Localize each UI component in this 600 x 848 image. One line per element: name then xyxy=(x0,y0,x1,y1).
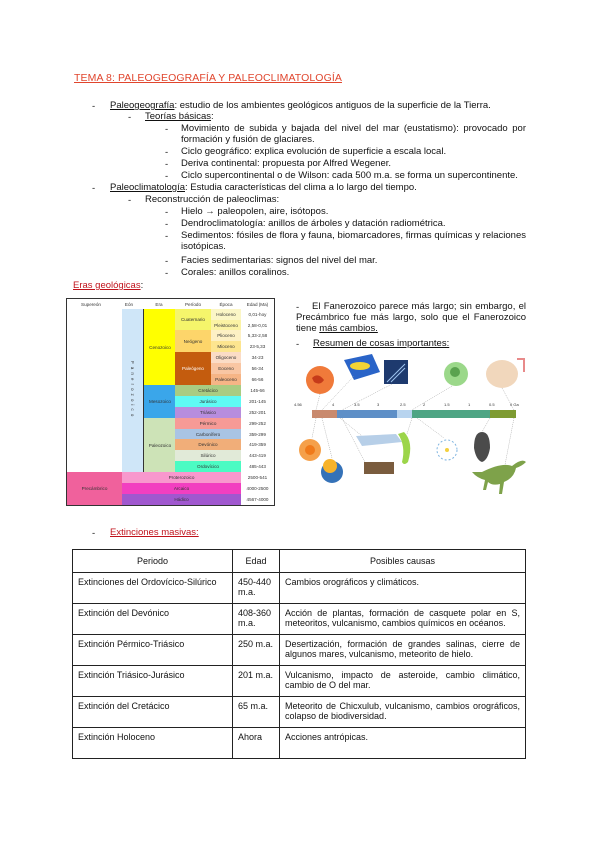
paleoclima-item: Sedimentos: fósiles de flora y fauna, biomarcadores, firmas químicas y relaciones isotópicas. xyxy=(181,230,526,252)
bullet: - xyxy=(128,195,132,206)
causas-cell: Acciones antrópicas. xyxy=(280,728,526,759)
period-age: 419-359 xyxy=(249,442,266,447)
periodo-cell: Extinción del Devónico xyxy=(73,604,233,635)
table-row xyxy=(73,697,526,728)
edad-cell: 65 m.a. xyxy=(233,697,280,728)
svg-text:0 Ga: 0 Ga xyxy=(510,402,519,407)
geologic-time-table xyxy=(66,298,275,506)
paleogeografia-definition: : estudio de los ambientes geológicos antiguos de la superficie de la Tierra. xyxy=(174,100,491,111)
causas-cell: Desertización, formación de grandes salinas, cierre de algunos mares, vulcanismo, meteorito de hielo. xyxy=(280,635,526,666)
causas-cell: Acción de plantas, formación de casquete polar en S, meteoritos, vulcanismo, cambios químicos en océanos. xyxy=(280,604,526,635)
teorias-heading: Teorías básicas: xyxy=(145,111,214,122)
periodo-cell: Extinciones del Ordovícico-Silúrico xyxy=(73,573,233,604)
phanerozoic-segment xyxy=(490,410,516,418)
causas-cell: Meteorito de Chicxulub, vulcanismo, cambios orográficos, colapso de biodiversidad. xyxy=(280,697,526,728)
period-cuaternario: Cuaternario xyxy=(175,309,211,330)
paleoclima-item: Hielo → paleopolen, aire, isótopos. xyxy=(181,206,329,217)
hadean-segment xyxy=(312,410,337,418)
period-age: 252-201 xyxy=(249,410,266,415)
teoria-item: Movimiento de subida y bajada del nivel del mar (eustatismo): provocado por formación y fusión de glaciares. xyxy=(181,123,526,145)
geologic-timeline-figure xyxy=(292,350,528,498)
paleoclimatologia-line: Paleoclimatología: Estudia características del clima a lo largo del tiempo. xyxy=(110,182,417,193)
proterozoic-segment xyxy=(412,410,490,418)
geo-header: Período xyxy=(184,301,202,307)
eon-proterozoico: Proterozoico xyxy=(122,472,241,483)
epoch: Holoceno xyxy=(211,309,241,320)
period-age: 359-299 xyxy=(249,431,266,437)
era-mesozoico: Mesozoico xyxy=(143,385,177,418)
column-header-causas: Posibles causas xyxy=(280,550,526,573)
paleoclima-item: Facies sedimentarias: signos del nivel del mar. xyxy=(181,255,378,266)
algae-icon xyxy=(398,432,410,464)
eon-arcaico: Arcaico xyxy=(122,483,241,494)
period: Ordovícico xyxy=(175,461,241,472)
svg-text:4: 4 xyxy=(332,402,335,407)
bullet: - xyxy=(296,302,300,313)
bullet: - xyxy=(296,339,300,350)
causas-cell: Vulcanismo, impacto de asteroide, cambio climático, cambio de O del mar. xyxy=(280,666,526,697)
period: Pérmico xyxy=(175,418,241,429)
epoch: Eoceno xyxy=(211,363,241,374)
paleoclima-item: Dendroclimatología: anillos de árboles y datación radiométrica. xyxy=(181,218,446,229)
epoch: Paleoceno xyxy=(211,374,241,385)
causas-cell: Cambios orográficos y climáticos. xyxy=(280,573,526,604)
supereon-precambrico: Precámbrico xyxy=(67,472,122,505)
eon-age: 2500-541 xyxy=(247,475,268,480)
bullet: - xyxy=(128,112,132,123)
early-sediments-icon xyxy=(356,434,402,446)
periodo-cell: Extinción Pérmico-Triásico xyxy=(73,635,233,666)
svg-text:3.5: 3.5 xyxy=(354,402,360,407)
epoch-age: 56-34 xyxy=(251,366,264,371)
bullet: - xyxy=(165,268,169,279)
column-header-periodo: Periodo xyxy=(73,550,233,573)
period-paleogeno: Paleógeno xyxy=(175,352,211,385)
period: Jurásico xyxy=(175,396,241,407)
table-row xyxy=(73,728,526,759)
edad-cell: 450-440 m.a. xyxy=(233,573,280,604)
resumen-heading: Resumen de cosas importantes: xyxy=(313,338,450,349)
periodo-cell: Extinción del Cretácico xyxy=(73,697,233,728)
period: Devónico xyxy=(175,439,241,450)
epoch-age: 5,33-2,58 xyxy=(247,333,268,338)
column-header-edad: Edad xyxy=(233,550,280,573)
geo-header: Época xyxy=(219,301,233,307)
document-title: TEMA 8: PALEOGEOGRAFÍA Y PALEOCLIMATOLOGÍA xyxy=(74,72,342,84)
table-row xyxy=(73,604,526,635)
edad-cell: 250 m.a. xyxy=(233,635,280,666)
period: Silúrico xyxy=(175,450,241,461)
reconstruccion-heading: Reconstrucción de paleoclimas: xyxy=(145,194,280,205)
extinciones-heading: Extinciones masivas: xyxy=(110,527,199,538)
period-age: 485-443 xyxy=(249,464,266,469)
era-cenozoico: Cenozoico xyxy=(143,309,177,385)
edad-cell: 408-360 m.a. xyxy=(233,604,280,635)
bullet: - xyxy=(92,528,96,539)
epoch-age: 2,58-0,01 xyxy=(247,322,268,328)
edad-cell: 201 m.a. xyxy=(233,666,280,697)
bullet: - xyxy=(165,207,169,218)
table-row xyxy=(73,635,526,666)
period-age: 299-252 xyxy=(249,421,266,426)
svg-text:1.5: 1.5 xyxy=(444,402,450,407)
epoch: Oligoceno xyxy=(211,352,241,363)
svg-text:1: 1 xyxy=(468,402,471,407)
geo-header: Edad (Ma) xyxy=(246,301,269,307)
table-header-row xyxy=(73,550,526,573)
edad-cell: Ahora xyxy=(233,728,280,759)
svg-text:2.5: 2.5 xyxy=(400,402,406,407)
periodo-cell: Extinción Triásico-Jurásico xyxy=(73,666,233,697)
bullet: - xyxy=(165,219,169,230)
period: Carbonífero xyxy=(175,429,241,439)
paleoclima-item: Corales: anillos coralinos. xyxy=(181,267,290,278)
period-age: 145-66 xyxy=(250,388,265,393)
bullet: - xyxy=(92,183,96,194)
dinosaur-icon xyxy=(472,461,526,494)
epoch: Mioceno xyxy=(211,341,241,352)
period-age: 201-145 xyxy=(249,399,266,404)
epoch-age: 66-56 xyxy=(251,377,264,382)
period: Triásico xyxy=(175,407,241,418)
table-row xyxy=(73,573,526,604)
teoria-item: Ciclo supercontinental o de Wilson: cada 500 m.a. se forma un supercontinente. xyxy=(181,170,518,181)
eon-age: 4567-4000 xyxy=(246,497,269,502)
archean-segment xyxy=(337,410,397,418)
bullet: - xyxy=(165,256,169,267)
geo-header: Era xyxy=(155,301,163,307)
period-age: 443-419 xyxy=(249,453,266,458)
eon-hadico: Hádico xyxy=(122,494,241,505)
paleoclimatologia-term: Paleoclimatología xyxy=(110,182,185,193)
trilobite-icon xyxy=(474,432,490,462)
epoch-age: 34-23 xyxy=(251,355,264,360)
svg-text:3: 3 xyxy=(377,402,380,407)
bullet: - xyxy=(165,231,169,242)
epoch-age: 0,01-hoy xyxy=(248,312,267,317)
eon-fanerozoico: Fanerozoico xyxy=(122,309,143,472)
paleogeografia-line xyxy=(110,100,491,111)
table-row xyxy=(73,666,526,697)
oldest-rocks-icon xyxy=(364,462,394,474)
timeline-illustration xyxy=(292,350,528,498)
paleogeografia-term: Paleogeografía xyxy=(110,100,175,111)
bullet: - xyxy=(165,159,169,170)
epoch: Plioceno xyxy=(211,330,241,341)
extinction-table xyxy=(72,549,526,759)
svg-text:0.5: 0.5 xyxy=(489,402,495,407)
bullet: - xyxy=(165,124,169,135)
era-paleozoico: Paleozoico xyxy=(143,418,177,472)
svg-text:4.56: 4.56 xyxy=(294,402,302,407)
fanerozoico-note: El Fanerozoico parece más largo; sin embargo, el Precámbrico fue más largo, solo que el Fanerozoico tiene más cambios. xyxy=(296,301,526,334)
eon-age: 4000-2500 xyxy=(246,486,269,491)
epoch-age: 23-5,33 xyxy=(249,344,266,349)
bullet: - xyxy=(92,101,96,112)
epoch: Pleistoceno xyxy=(211,320,241,330)
teoria-item: Deriva continental: propuesta por Alfred Wegener. xyxy=(181,158,392,169)
bullet: - xyxy=(165,171,169,182)
svg-text:2: 2 xyxy=(423,402,426,407)
geo-header: Supereón xyxy=(81,301,101,307)
periodo-cell: Extinción Holoceno xyxy=(73,728,233,759)
bullet: - xyxy=(165,147,169,158)
eras-heading: Eras geológicas: xyxy=(73,280,144,291)
period: Cretácico xyxy=(175,385,241,396)
human-skull-icon xyxy=(486,360,518,388)
teoria-item: Ciclo geográfico: explica evolución de superficie a escala local. xyxy=(181,146,447,157)
period-neogeno: Neógeno xyxy=(175,330,211,352)
geo-header: Eón xyxy=(124,301,134,307)
early-cells-icon xyxy=(384,360,408,384)
